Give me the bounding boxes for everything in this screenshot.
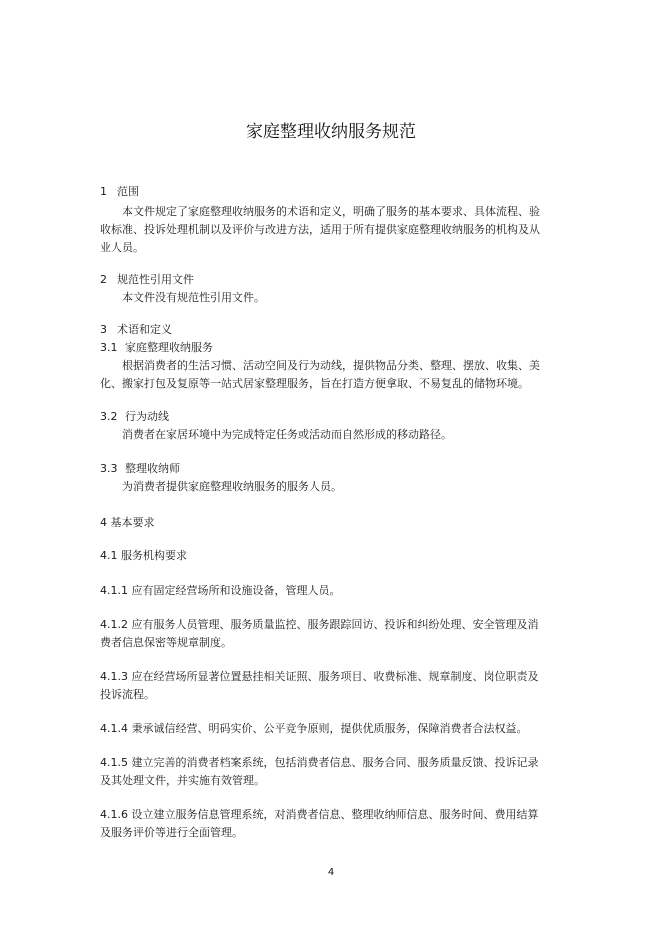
section-number: 3.3 [100, 462, 118, 475]
section-number: 2 [100, 273, 107, 286]
paragraph-line: 化、搬家打包及复原等一站式居家整理服务，旨在打造方便拿取、不易复乱的储物环境。 [100, 377, 529, 390]
paragraph-line: 本文件没有规范性引用文件。 [122, 291, 265, 304]
clause-4-1-5-line-1: 4.1.5 建立完善的消费者档案系统，包括消费者信息、服务合同、服务质量反馈、投诉记录 [100, 756, 539, 769]
paragraph-line: 为消费者提供家庭整理收纳服务的服务人员。 [122, 480, 342, 493]
section-1-heading [100, 184, 564, 199]
clause-4-1-4: 4.1.4 秉承诚信经营、明码实价、公平竞争原则，提供优质服务，保障消费者合法权益。 [100, 722, 528, 735]
clause-4-1-5-line-2: 及其处理文件，并实施有效管理。 [100, 774, 265, 787]
clause-4-1-6-line-1: 4.1.6 设立建立服务信息管理系统，对消费者信息、整理收纳师信息、服务时间、费用结算 [100, 808, 539, 821]
section-heading: 行为动线 [125, 410, 169, 423]
section-number: 3.1 [100, 341, 118, 354]
subsection-3-1-heading [100, 340, 564, 355]
section-heading: 范围 [117, 185, 139, 198]
section-heading: 家庭整理收纳服务 [125, 341, 213, 354]
subsection-4-1-heading: 4.1 服务机构要求 [100, 549, 187, 562]
clause-4-1-2-line-2: 费者信息保密等规章制度。 [100, 636, 232, 649]
page-number: 4 [327, 867, 335, 878]
section-4-heading: 4 基本要求 [100, 516, 155, 529]
section-3-heading [100, 322, 564, 337]
paragraph-line: 根据消费者的生活习惯、活动空间及行为动线，提供物品分类、整理、摆放、收集、美 [122, 359, 540, 372]
paragraph-line: 消费者在家居环境中为完成特定任务或活动而自然形成的移动路径。 [122, 428, 452, 441]
clause-4-1-1: 4.1.1 应有固定经营场所和设施设备，管理人员。 [100, 584, 341, 597]
clause-4-1-2-line-1: 4.1.2 应有服务人员管理、服务质量监控、服务跟踪回访、投诉和纠纷处理、安全管理及消 [100, 618, 539, 631]
section-number: 3 [100, 323, 107, 336]
paragraph-line: 收标准、投诉处理机制以及评价与改进方法，适用于所有提供家庭整理收纳服务的机构及从 [100, 223, 540, 236]
section-number: 1 [100, 185, 107, 198]
section-number: 3.2 [100, 410, 118, 423]
paragraph-line: 业人员。 [100, 241, 144, 254]
subsection-3-2-heading [100, 409, 564, 424]
section-2-heading [100, 272, 564, 287]
document-title: 家庭整理收纳服务规范 [246, 122, 416, 142]
section-heading: 规范性引用文件 [117, 273, 194, 286]
clause-4-1-3-line-1: 4.1.3 应在经营场所显著位置悬挂相关证照、服务项目、收费标准、规章制度、岗位职责及 [100, 670, 539, 683]
clause-4-1-6-line-2: 及服务评价等进行全面管理。 [100, 826, 243, 839]
clause-4-1-3-line-2: 投诉流程。 [100, 688, 155, 701]
paragraph-line: 本文件规定了家庭整理收纳服务的术语和定义，明确了服务的基本要求、具体流程、验 [122, 205, 540, 218]
section-heading: 整理收纳师 [125, 462, 180, 475]
subsection-3-3-heading [100, 461, 564, 476]
section-heading: 术语和定义 [117, 323, 172, 336]
